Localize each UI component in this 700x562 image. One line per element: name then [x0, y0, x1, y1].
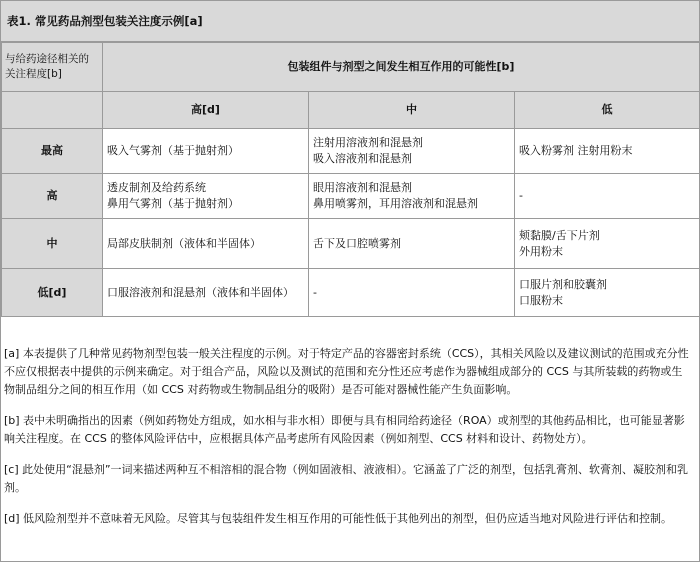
- header-blank: [2, 92, 103, 129]
- cell-line: 眼用溶液剂和混悬剂: [313, 181, 412, 194]
- column-header-medium: 中: [309, 92, 515, 129]
- table-cell: [103, 129, 309, 174]
- cell-line: 注射用溶液剂和混悬剂: [313, 136, 423, 149]
- table-row: [2, 129, 700, 174]
- cell-line: 局部皮肤制剂（液体和半固体）: [107, 236, 261, 250]
- footnote-b: [b] 表中未明确指出的因素（例如药物处方组成，如水相与非水相）即便与具有相同给药途径（ROA）或剂型的其他药品相比，也可能显著影响关注程度。在 CCS 的整体风险评估中，应根据具体产品考虑所有风险因素（例如剂型、CCS 材料和设计、药物处方）。: [4, 414, 685, 445]
- cell-line: 吸入粉雾剂 注射用粉末: [519, 144, 633, 157]
- table-cell: [515, 219, 700, 269]
- table-cell: [309, 129, 515, 174]
- row-label-high: 高: [2, 174, 103, 219]
- corner-header: 与给药途径相关的关注程度[b]: [2, 43, 103, 92]
- cell-line: 舌下及口腔喷雾剂: [313, 236, 401, 250]
- cell-line: 鼻用喷雾剂，耳用溶液剂和混悬剂: [313, 197, 478, 210]
- interaction-header: 包装组件与剂型之间发生相互作用的可能性[b]: [103, 43, 700, 92]
- table-cell: [515, 174, 700, 219]
- cell-line: 口服溶液剂和混悬剂（液体和半固体）: [107, 285, 294, 299]
- table-row: [2, 269, 700, 317]
- cell-line: 外用粉末: [519, 244, 563, 258]
- cell-line: -: [519, 189, 523, 202]
- footnote-a: [a] 本表提供了几种常见药物剂型包装一般关注程度的示例。对于特定产品的容器密封系统（CCS），其相关风险以及建议测试的范围或充分性不应仅根据表中提供的示例来确定。对于组合产品，风险以及测试的范围和充分性还应考虑作为器械组成部分的 CCS 与其所装载的药物或生物制品组分之间的相互作用（如 CCS 对药物或生物制品组分的吸附）是否可能对器械性能产生负面影响。: [4, 347, 689, 396]
- table-row: [2, 174, 700, 219]
- table-cell: [103, 269, 309, 317]
- cell-line: 吸入溶液剂和混悬剂: [313, 152, 412, 165]
- concern-table: [1, 42, 700, 317]
- cell-line: -: [313, 285, 317, 299]
- table-cell: [103, 174, 309, 219]
- cell-line: 鼻用气雾剂（基于抛射剂）: [107, 197, 239, 210]
- cell-line: 口服片剂和胶囊剂: [519, 277, 607, 291]
- table-cell: [103, 219, 309, 269]
- row-label-low: 低[d]: [2, 269, 103, 317]
- cell-line: 口服粉末: [519, 293, 563, 307]
- table-title: 表1. 常见药品剂型包装关注度示例[a]: [1, 1, 699, 42]
- cell-line: 透皮制剂及给药系统: [107, 181, 206, 194]
- column-header-high: 高[d]: [103, 92, 309, 129]
- table-cell: [309, 174, 515, 219]
- table-cell: [309, 219, 515, 269]
- footnote-c: [c] 此处使用“混悬剂”一词来描述两种互不相溶相的混合物（例如固液相、液液相）。它涵盖了广泛的剂型，包括乳膏剂、软膏剂、凝胶剂和乳剂。: [4, 463, 689, 494]
- cell-line: 吸入气雾剂（基于抛射剂）: [107, 144, 239, 157]
- table-row: [2, 219, 700, 269]
- cell-line: 颊黏膜/舌下片剂: [519, 228, 600, 242]
- table-cell: [515, 129, 700, 174]
- table-cell: [309, 269, 515, 317]
- footnotes: [4, 345, 692, 541]
- column-header-low: 低: [515, 92, 700, 129]
- footnote-d: [d] 低风险剂型并不意味着无风险。尽管其与包装组件发生相互作用的可能性低于其他列出的剂型，但仍应适当地对风险进行评估和控制。: [4, 512, 673, 525]
- table-cell: [515, 269, 700, 317]
- row-label-medium: 中: [2, 219, 103, 269]
- row-label-highest: 最高: [2, 129, 103, 174]
